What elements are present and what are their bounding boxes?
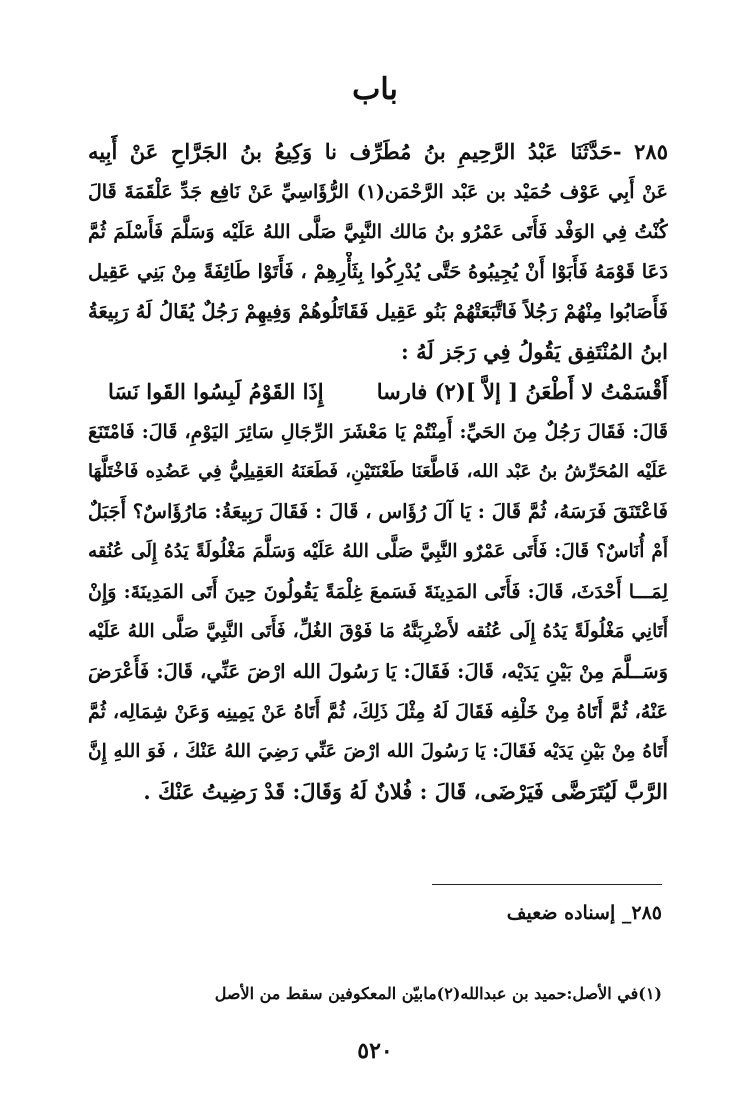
page-number: ٥٢٠ [357, 1038, 393, 1064]
text-line: وَسَــلَّمَ مِنْ بَيْنِ يَدَيْه، قَالَ: فَقَالَ: يَا رَسُولَ الله ارْضَ عَنِّي، قَالَ: فَأَعْرَضَ [88, 660, 668, 683]
poem-second-hemistich: إِذَا القَوْمُ لَبِسُوا القَوا نَسَا [108, 379, 324, 404]
footnote-divider [432, 884, 662, 885]
text-line: فَأَصَابُوا مِنْهُمْ رَجُلاً فَاتَّبَعَتْهُمْ بَنُو عَقِيل فَقَاتَلُوهُمْ وَفِيهِمْ رَجُلٌ يُقَالُ لَهُ رَبِيعَةُ [88, 300, 668, 323]
text-line: عَنْهُ، ثُمَّ أَتَاهُ مِنْ خَلْفِه فَقَالَ لَهُ مِثْلَ ذَلِكَ، ثُمَّ أَتَاهُ عَنْ يَمِينِه وَعَنْ شِمَالِه، ثُمَّ [88, 701, 668, 723]
footnote-grading: ٢٨٥_ إسناده ضعيف [506, 902, 662, 924]
text-line: أَتَاهُ مِنْ بَيْنِ يَدَيْه فَقَالَ: يَا رَسُولَ الله ارْضَ عَنِّي رَضِيَ اللهُ عَنْكَ ، فَوَ اللهِ إِنَّ [88, 741, 668, 762]
poem-verse [88, 372, 668, 412]
text-line: أَمْ أُنَاسٌ؟ قَالَ: فَأَتَى عَمْرٌو النَّبِيَّ صَلَّى اللهُ عَلَيْه وَسَلَّمَ مَغْلُولَةً يَدُهُ إِلَى عُنُقه [88, 541, 668, 562]
chapter-heading: باب [352, 72, 398, 107]
footnote-source: (١)في الأصل:حميد بن عبدالله(٢)مابيّن المعكوفين سقط من الأصل [214, 984, 662, 1003]
text-line: فَاعْتَنَقَ فَرَسَهُ، ثُمَّ قَالَ : يَا آلَ رُؤَاس ، قَالَ : فَقَالَ رَبِيعَةُ: مَارُؤَاسٌ؟ أَجَبَلٌ [88, 500, 668, 523]
text-line: كُنْتُ فِي الوَفْد فَأَتَى عَمْرُو بنُ مَالك النَّبِيَّ صَلَّى اللهُ عَلَيْه وَسَلَّمَ فَأَسْلَمَ ثُمَّ [88, 221, 668, 243]
text-line: ابنُ المُنْتَفِق يَقُولُ فِي رَجَز لَهُ : [401, 339, 668, 364]
text-line: عَلَيْه المُحَرِّشُ بنُ عَبْد الله، فَاطَّعَنَا طَعْنَتَيْنِ، فَطَعَنَهُ العَقِيلِيُّ فِي عَضُدِه فَاخْتَلَّهَا [88, 461, 668, 482]
text-line: قَالَ: فَقَالَ رَجُلٌ مِنَ الحَيِّ: أَمِنْتُمْ يَا مَعْشَرَ الرِّجَالِ سَائِرَ اليَوْمِ، قَالَ: فَامْتَنَعَ [88, 421, 668, 443]
text-line: الرَّبَّ لَيُتَرَضَّى فَيَرْضَى، قَالَ : فُلانٌ لَهُ وَقَالَ: قَدْ رَضِيتُ عَنْكَ . [143, 779, 668, 804]
text-line: عَنْ أَبِي عَوْف حُمَيْد بن عَبْد الرَّحْمَن(١) الرُّؤَاسِيِّ عَنْ نَافِع جَدِّ عَلْقَمَةَ قَالَ [88, 181, 668, 203]
text-line: أَتَانِي مَغْلُولَةً يَدُهُ إِلَى عُنُقه لأَضْرِبَنَّهُ مَا فَوْقَ الغُلِّ، فَأَتَى النَّبِيَّ صَلَّى اللهُ عَلَيْه [88, 621, 668, 642]
hadith-text [88, 132, 668, 812]
text-line: دَعَا قَوْمَهُ فَأَبَوْا أَنْ يُجِيبُوهُ حَتَّى يُدْرِكُوا بِثَأْرِهِمْ ، فَأَتَوْا طَائِفَةً مِنْ بَنِي عَقِيل [88, 260, 668, 283]
text-line: لِمَـــا أَحْدَثَ، قَالَ: فَأَتَى المَدِينَةَ فَسَمعَ غِلْمَةً يَقُولُونَ حِينَ أَتَى المَدِينَةَ: وَإِنْ [88, 581, 668, 603]
poem-first-hemistich: أَقْسَمْتُ لا أَطْعَنُ [ إلاَّ ](٢) فارسا [376, 379, 668, 404]
text-line: ٢٨٥ -حَدَّثَنَا عَبْدُ الرَّحِيمِ بنُ مُطَرِّف نا وَكِيعُ بنُ الجَرَّاحِ عَنْ أَبِيه [88, 139, 668, 164]
